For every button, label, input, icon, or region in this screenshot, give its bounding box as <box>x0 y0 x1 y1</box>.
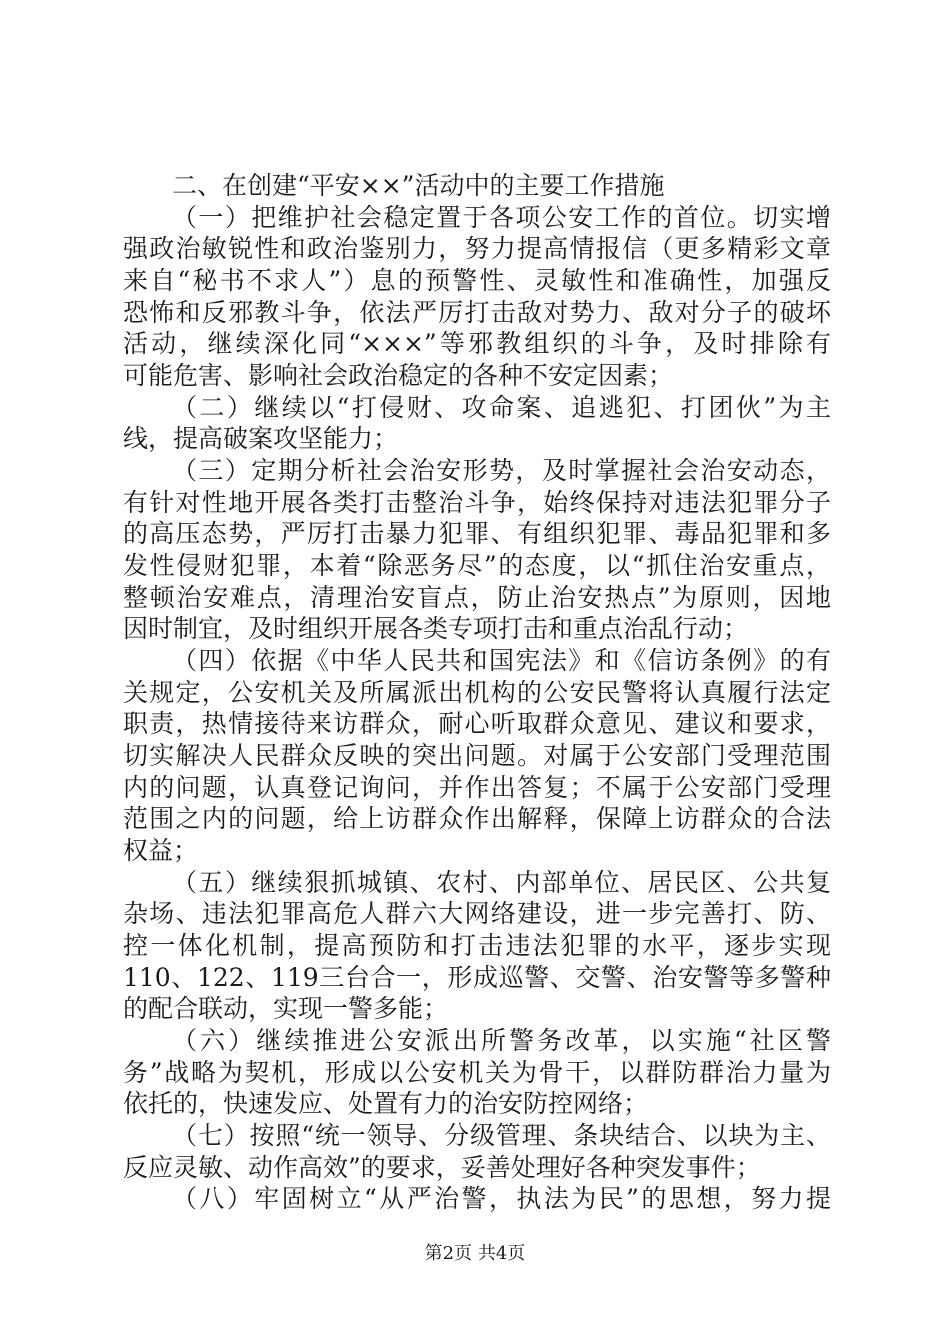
text-line: 权益； <box>123 836 199 865</box>
text-line: （五）继续狠抓城镇、农村、内部单位、居民区、公共复 <box>172 867 831 897</box>
text-line: 来自“秘书不求人”）息的预警性、灵敏性和准确性，加强反 <box>123 266 831 295</box>
text-line: 可能危害、影响社会政治稳定的各种不安定因素； <box>123 361 674 390</box>
text-line: 范围之内的问题，给上访群众作出解释，保障上访群众的合法 <box>123 804 831 834</box>
text-line: （四）依据《中华人民共和国宪法》和《信访条例》的有 <box>172 646 831 675</box>
text-line: （八）牢固树立“从严治警，执法为民”的思想，努力提 <box>172 1184 831 1214</box>
page-number-footer: 第2页 共4页 <box>424 1243 526 1264</box>
text-line: 职责，热情接待来访群众，耐心听取群众意见、建议和要求， <box>123 709 831 739</box>
text-line: 发性侵财犯罪，本着“除恶务尽”的态度，以“抓住治安重点， <box>123 551 831 580</box>
text-line: （六）继续推进公安派出所警务改革，以实施“社区警 <box>172 1026 831 1055</box>
text-line: 强政治敏锐性和政治鉴别力，努力提高情报信（更多精彩文章 <box>123 234 831 264</box>
text-line: 务”战略为契机，形成以公安机关为骨干，以群防群治力量为 <box>123 1057 831 1087</box>
text-line: （一）把维护社会稳定置于各项公安工作的首位。切实增 <box>172 202 831 232</box>
text-line: 依托的，快速发应、处置有力的治安防控网络； <box>123 1089 649 1119</box>
text-line: 内的问题，认真登记询问，并作出答复；不属于公安部门受理 <box>123 772 831 802</box>
text-line: 线，提高破案攻坚能力； <box>123 424 399 454</box>
text-line: （七）按照“统一领导、分级管理、条块结合、以块为主、 <box>172 1121 831 1150</box>
text-line: 切实解决人民群众反映的突出问题。对属于公安部门受理范围 <box>123 741 831 770</box>
text-line: 恐怖和反邪教斗争，依法严厉打击敌对势力、敌对分子的破坏 <box>123 297 831 327</box>
text-line: 整顿治安难点，清理治安盲点，防止治安热点”为原则，因地 <box>123 582 831 612</box>
text-line: 杂场、违法犯罪高危人群六大网络建设，进一步完善打、防、 <box>123 899 831 929</box>
text-line: 的配合联动，实现一警多能； <box>123 994 449 1024</box>
text-line: （二）继续以“打侵财、攻命案、追逃犯、打团伙”为主 <box>172 392 831 422</box>
text-line: 活动，继续深化同“×××”等邪教组织的斗争，及时排除有 <box>123 329 831 359</box>
text-line: 控一体化机制，提高预防和打击违法犯罪的水平，逐步实现 <box>123 931 831 960</box>
text-line: 110、122、119三台合一，形成巡警、交警、治安警等多警种 <box>123 962 831 992</box>
text-line: 有针对性地开展各类打击整治斗争，始终保持对违法犯罪分子 <box>123 487 831 517</box>
text-line: 的高压态势，严厉打击暴力犯罪、有组织犯罪、毒品犯罪和多 <box>123 519 831 549</box>
text-line: 因时制宜，及时组织开展各类专项打击和重点治乱行动； <box>123 614 749 644</box>
text-line: 反应灵敏、动作高效”的要求，妥善处理好各种突发事件； <box>123 1152 761 1182</box>
text-line: 关规定，公安机关及所属派出机构的公安民警将认真履行法定 <box>123 677 831 707</box>
text-line: （三）定期分析社会治安形势，及时掌握社会治安动态， <box>172 456 831 485</box>
section-heading: 二、在创建“平安××”活动中的主要工作措施 <box>172 171 665 200</box>
